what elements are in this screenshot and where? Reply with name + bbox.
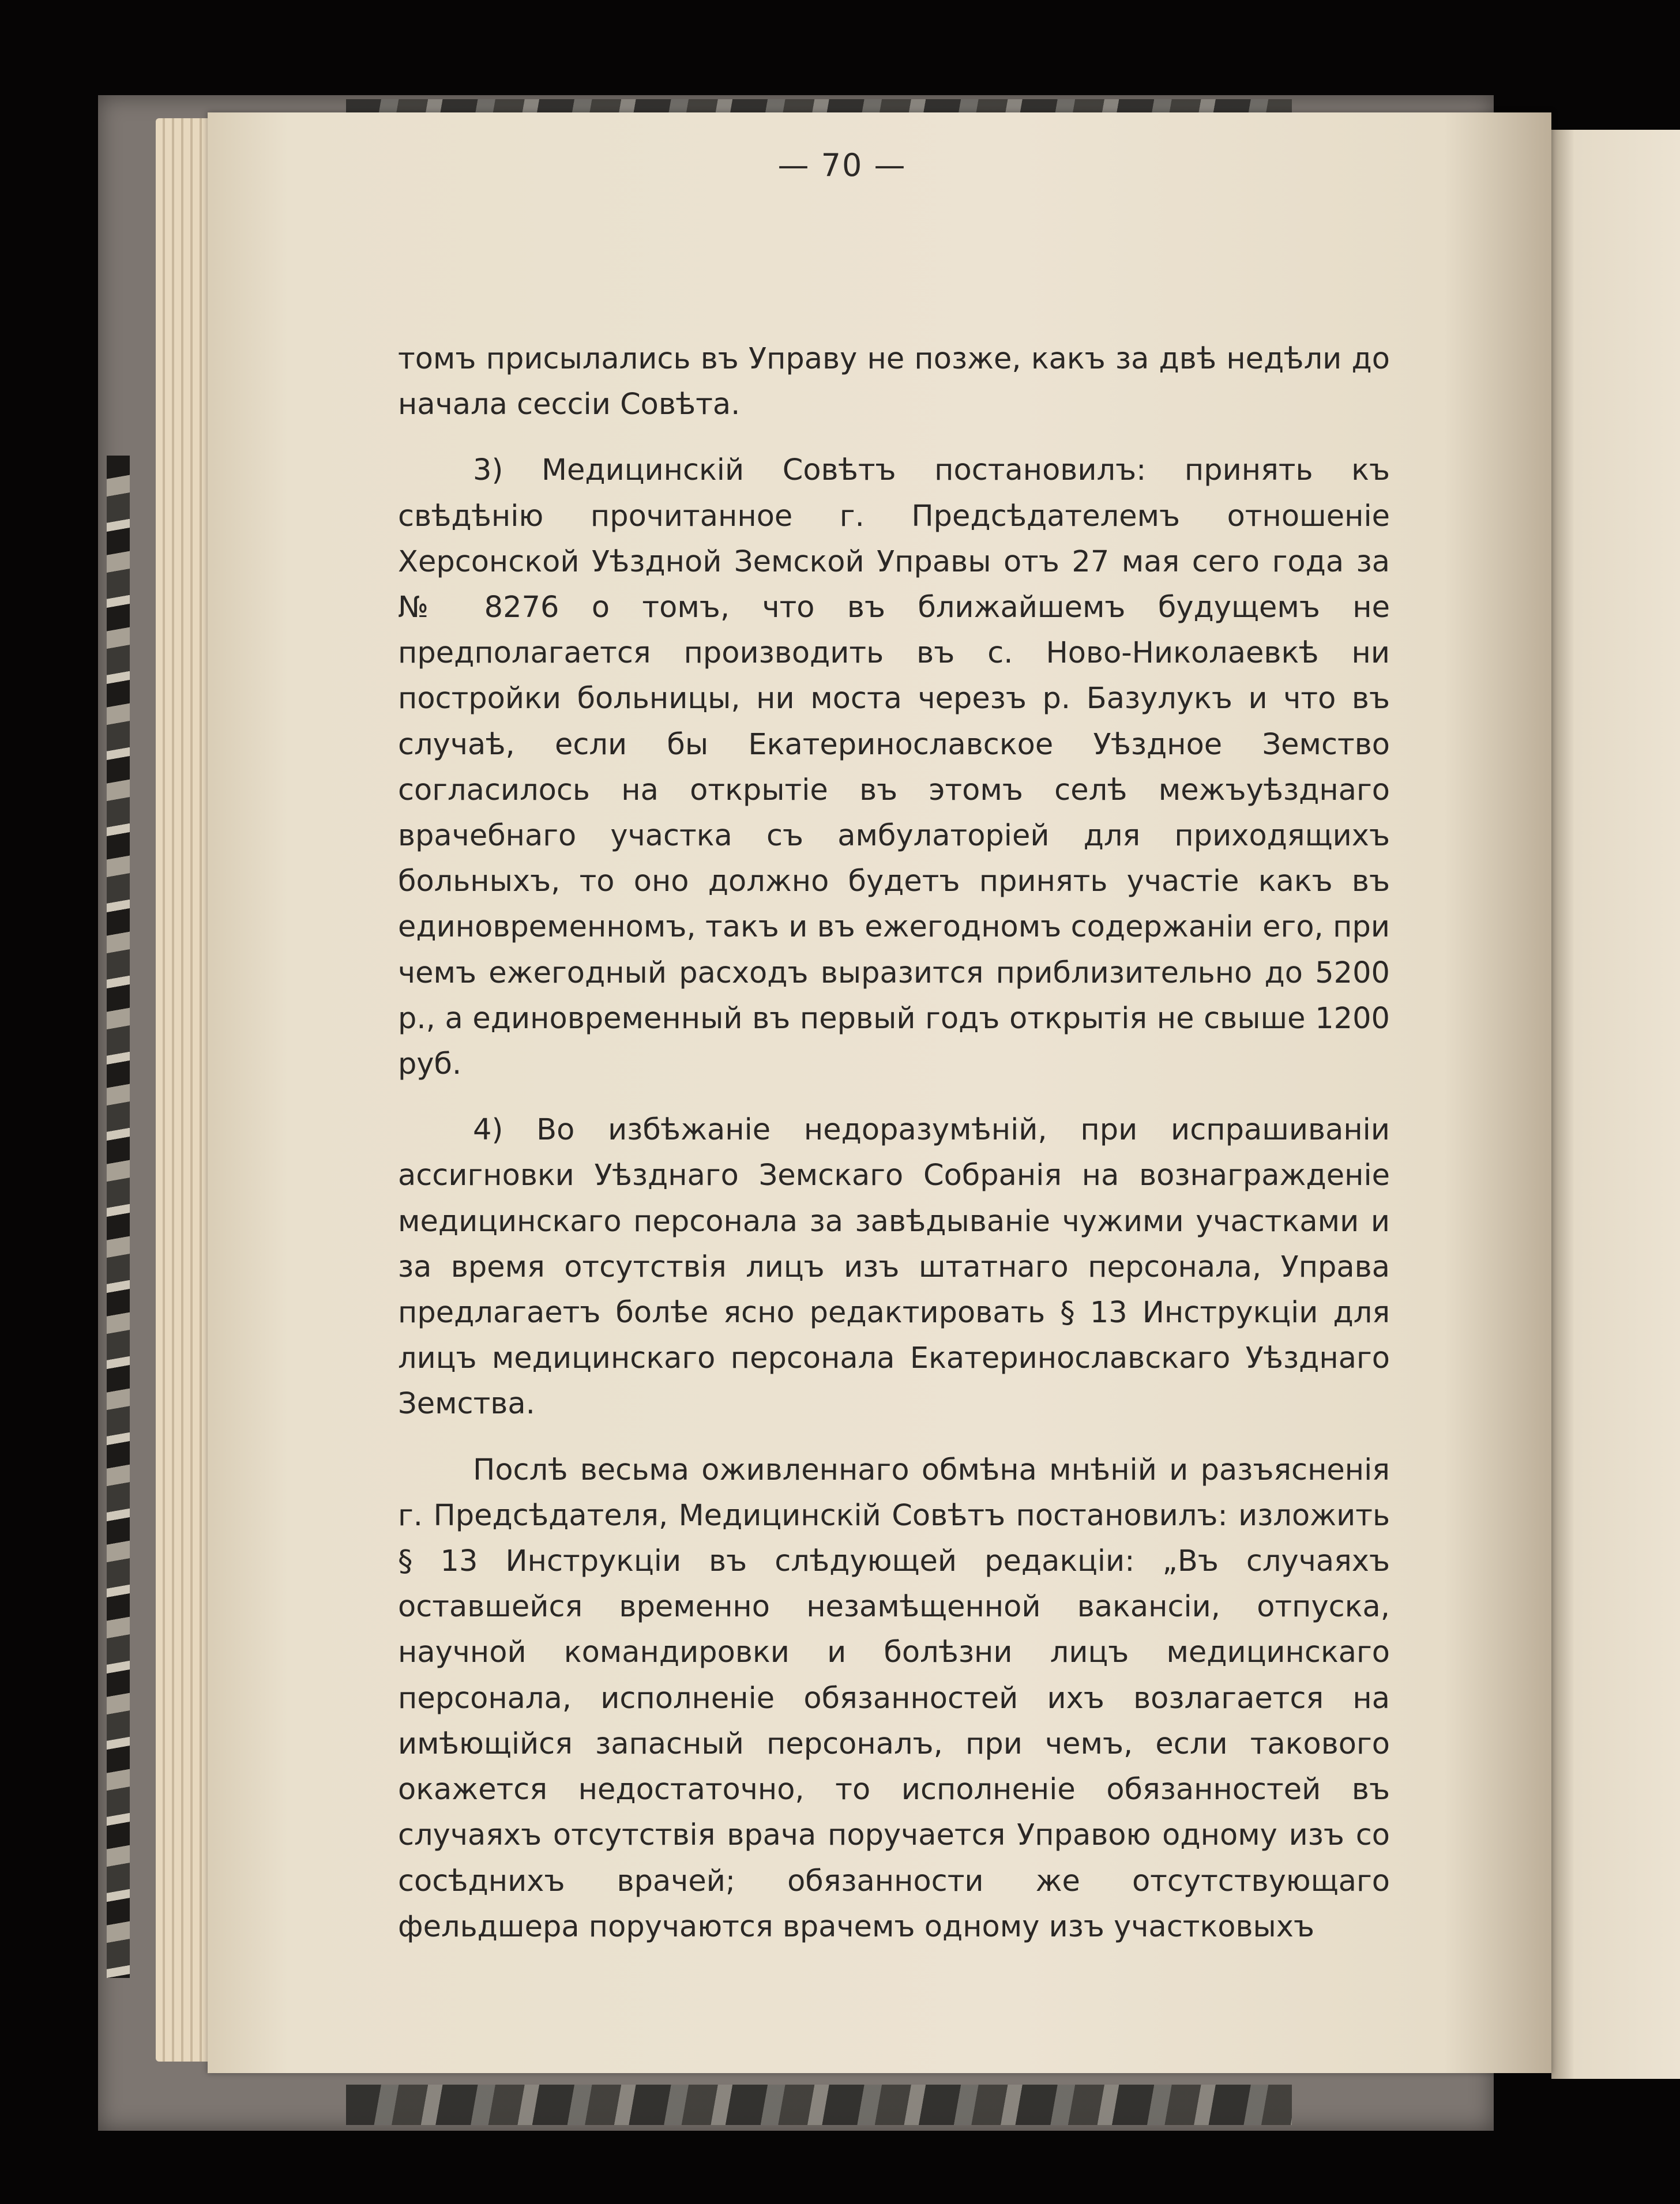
page-number: — 70 — <box>777 147 907 183</box>
paragraph-1: томъ присылались въ Управу не позже, какъ за двѣ недѣли до начала сессіи Совѣта. <box>398 342 1390 422</box>
page-body <box>398 336 1390 1950</box>
cover-pattern-bottom <box>346 2085 1292 2125</box>
marbled-binding-edge <box>107 456 130 1978</box>
paragraph-4: Послѣ весьма оживленнаго обмѣна мнѣній и разъясненія г. Предсѣдателя, Медицинскій Совѣтъ постановилъ: изложить § 13 Инструкціи въ слѣдующей редакціи: „Въ случаяхъ оставшейся временно незамѣщенной вакансіи, отпуска, научной командировки и болѣзни лицъ медицинскаго персонала, исполненіе обязанностей ихъ возлагается на имѣющійся запасный персоналъ, при чемъ, если такового окажется недостаточно, то исполненіе обязанностей въ случаяхъ отсутствія врача поручается Управою одному изъ со сосѣднихъ врачей; обязанности же отсутствующаго фельдшера поручаются врачемъ одному изъ участковыхъ <box>398 1453 1390 1944</box>
paragraph-2: 3) Медицинскій Совѣтъ постановилъ: принять къ свѣдѣнію прочитанное г. Предсѣдателемъ отношеніе Херсонской Уѣздной Земской Управы отъ 27 мая сего года за № 8276 о томъ, что въ ближайшемъ будущемъ не предполагается производить въ с. Ново-Николаевкѣ ни постройки больницы, ни моста черезъ р. Базулукъ и что въ случаѣ, если бы Екатеринославское Уѣздное Земство согласилось на открытіе въ этомъ селѣ межъуѣзднаго врачебнаго участка съ амбулаторіей для приходящихъ больныхъ, то оно должно будетъ принять участіе какъ въ единовременномъ, такъ и въ ежегодномъ содержаніи его, при чемъ ежегодный расходъ выразится приблизительно до 5200 р., а единовременный въ первый годъ открытія не свыше 1200 руб. <box>398 453 1390 1082</box>
adjacent-page <box>1551 130 1680 2079</box>
paragraph-3: 4) Во избѣжаніе недоразумѣній, при испрашиваніи ассигновки Уѣзднаго Земскаго Собранія на вознагражденіе медицинскаго персонала за завѣдываніе чужими участками и за время отсутствія лицъ изъ штатнаго персонала, Управа предлагаетъ болѣе ясно редактировать § 13 Инструкціи для лицъ медицинскаго персонала Екатеринославскаго Уѣзднаго Земства. <box>398 1113 1390 1421</box>
